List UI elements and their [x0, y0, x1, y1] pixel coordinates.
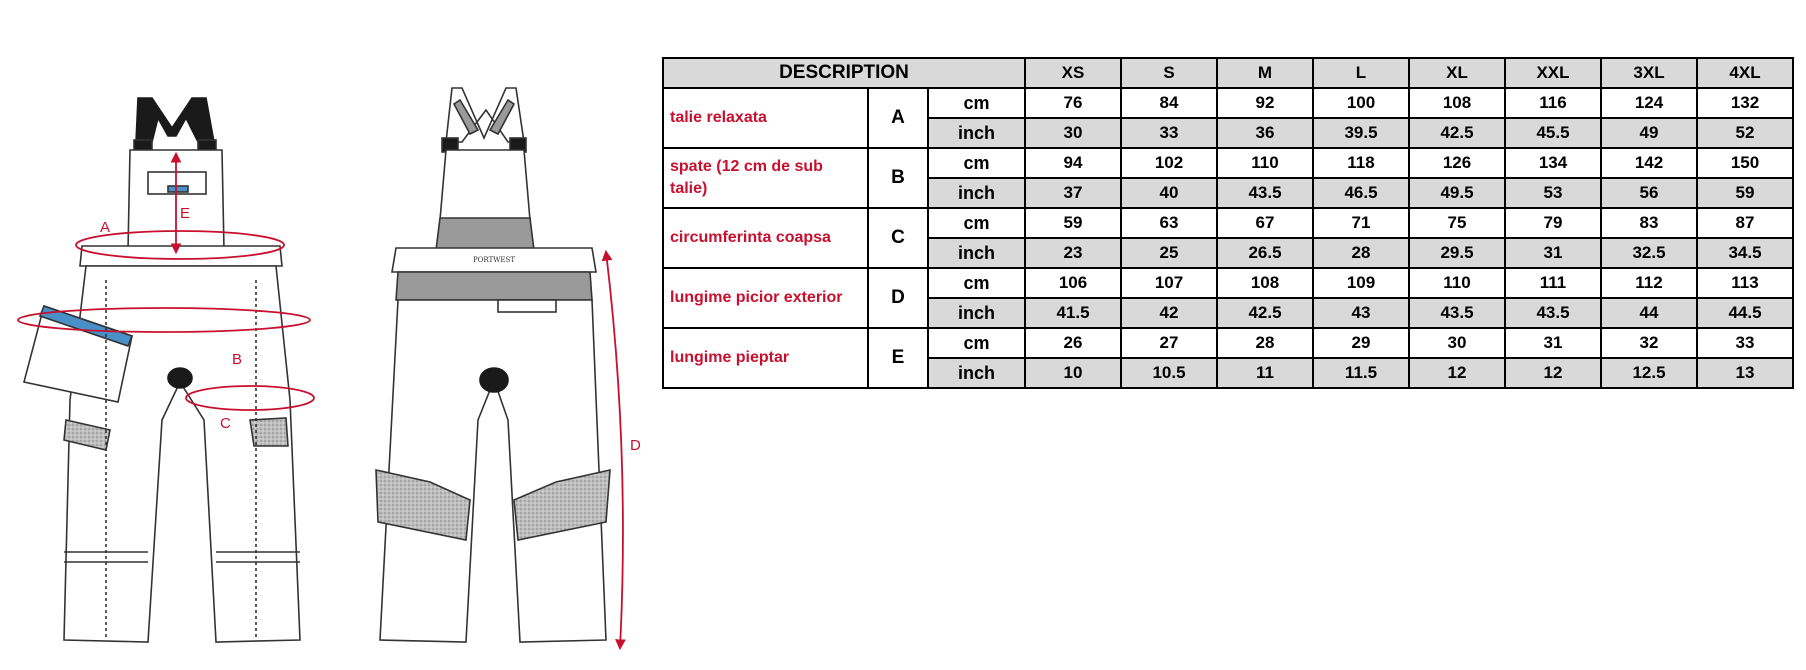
cm-value: 83 [1601, 208, 1697, 238]
cm-value: 30 [1409, 328, 1505, 358]
size-header: XL [1409, 58, 1505, 88]
unit-cm: cm [928, 88, 1025, 118]
inch-value: 11 [1217, 358, 1313, 388]
table-body [663, 88, 1793, 388]
size-header: M [1217, 58, 1313, 88]
label-e: E [180, 205, 191, 222]
inch-value: 34.5 [1697, 238, 1793, 268]
inch-value: 12.5 [1601, 358, 1697, 388]
cm-value: 27 [1121, 328, 1217, 358]
cm-value: 126 [1409, 148, 1505, 178]
inch-value: 37 [1025, 178, 1121, 208]
inch-value: 13 [1697, 358, 1793, 388]
measurement-name: spate (12 cm de sub talie) [663, 148, 868, 208]
unit-inch: inch [928, 238, 1025, 268]
unit-inch: inch [928, 298, 1025, 328]
inch-value: 32.5 [1601, 238, 1697, 268]
cm-value: 106 [1025, 268, 1121, 298]
back-straps [446, 88, 524, 142]
description-header: DESCRIPTION [663, 58, 1025, 88]
cm-value: 26 [1025, 328, 1121, 358]
size-chart-table [662, 57, 1794, 389]
inch-value: 42.5 [1409, 118, 1505, 148]
cm-value: 63 [1121, 208, 1217, 238]
cm-value: 33 [1697, 328, 1793, 358]
brand-label: PORTWEST [472, 256, 516, 264]
measurement-name: talie relaxata [663, 88, 868, 148]
inch-value: 10.5 [1121, 358, 1217, 388]
front-straps [136, 98, 214, 142]
inch-value: 23 [1025, 238, 1121, 268]
measurement-code: E [868, 328, 928, 388]
table-row [663, 208, 1793, 238]
inch-value: 44 [1601, 298, 1697, 328]
cm-value: 87 [1697, 208, 1793, 238]
inch-value: 25 [1121, 238, 1217, 268]
inch-value: 30 [1025, 118, 1121, 148]
inch-value: 29.5 [1409, 238, 1505, 268]
inch-value: 46.5 [1313, 178, 1409, 208]
cm-value: 113 [1697, 268, 1793, 298]
cm-value: 32 [1601, 328, 1697, 358]
cm-value: 142 [1601, 148, 1697, 178]
unit-cm: cm [928, 148, 1025, 178]
measurement-code: B [868, 148, 928, 208]
cm-value: 84 [1121, 88, 1217, 118]
unit-cm: cm [928, 328, 1025, 358]
cm-value: 116 [1505, 88, 1601, 118]
unit-inch: inch [928, 358, 1025, 388]
measurement-name: lungime picior exterior [663, 268, 868, 328]
cm-value: 31 [1505, 328, 1601, 358]
measurement-name: lungime pieptar [663, 328, 868, 388]
inch-value: 33 [1121, 118, 1217, 148]
inch-value: 42 [1121, 298, 1217, 328]
inch-value: 53 [1505, 178, 1601, 208]
inch-value: 59 [1697, 178, 1793, 208]
cm-value: 118 [1313, 148, 1409, 178]
garment-illustration [0, 0, 660, 670]
inch-value: 10 [1025, 358, 1121, 388]
cm-value: 108 [1409, 88, 1505, 118]
inch-value: 11.5 [1313, 358, 1409, 388]
inch-value: 12 [1409, 358, 1505, 388]
cm-value: 28 [1217, 328, 1313, 358]
header-row [663, 58, 1793, 88]
cm-value: 110 [1217, 148, 1313, 178]
inch-value: 49.5 [1409, 178, 1505, 208]
cm-value: 75 [1409, 208, 1505, 238]
size-header: S [1121, 58, 1217, 88]
cm-value: 108 [1217, 268, 1313, 298]
measurement-code: D [868, 268, 928, 328]
inch-value: 31 [1505, 238, 1601, 268]
inch-value: 39.5 [1313, 118, 1409, 148]
cm-value: 110 [1409, 268, 1505, 298]
inch-value: 49 [1601, 118, 1697, 148]
front-view [24, 98, 300, 642]
unit-inch: inch [928, 118, 1025, 148]
cm-value: 134 [1505, 148, 1601, 178]
size-header: 4XL [1697, 58, 1793, 88]
cm-value: 102 [1121, 148, 1217, 178]
cm-value: 100 [1313, 88, 1409, 118]
table-row [663, 328, 1793, 358]
inch-value: 45.5 [1505, 118, 1601, 148]
size-header: XXL [1505, 58, 1601, 88]
cm-value: 67 [1217, 208, 1313, 238]
cm-value: 150 [1697, 148, 1793, 178]
cm-value: 92 [1217, 88, 1313, 118]
inch-value: 42.5 [1217, 298, 1313, 328]
cm-value: 124 [1601, 88, 1697, 118]
cm-value: 76 [1025, 88, 1121, 118]
size-header: XS [1025, 58, 1121, 88]
cm-value: 107 [1121, 268, 1217, 298]
cm-value: 79 [1505, 208, 1601, 238]
inch-value: 43.5 [1409, 298, 1505, 328]
label-d: D [630, 437, 641, 454]
measurement-code: C [868, 208, 928, 268]
size-header: 3XL [1601, 58, 1697, 88]
cm-value: 132 [1697, 88, 1793, 118]
cm-value: 109 [1313, 268, 1409, 298]
back-view [376, 88, 610, 642]
cm-value: 94 [1025, 148, 1121, 178]
cm-value: 71 [1313, 208, 1409, 238]
unit-cm: cm [928, 208, 1025, 238]
inch-value: 40 [1121, 178, 1217, 208]
cm-value: 111 [1505, 268, 1601, 298]
cm-value: 112 [1601, 268, 1697, 298]
inch-value: 56 [1601, 178, 1697, 208]
table-row [663, 268, 1793, 298]
measure-d-curve [606, 252, 623, 648]
inch-value: 43 [1313, 298, 1409, 328]
inch-value: 43.5 [1505, 298, 1601, 328]
inch-value: 44.5 [1697, 298, 1793, 328]
inch-value: 41.5 [1025, 298, 1121, 328]
inch-value: 36 [1217, 118, 1313, 148]
measurement-code: A [868, 88, 928, 148]
measurement-name: circumferinta coapsa [663, 208, 868, 268]
label-c: C [220, 415, 231, 432]
label-b: B [232, 351, 243, 368]
cm-value: 59 [1025, 208, 1121, 238]
inch-value: 43.5 [1217, 178, 1313, 208]
unit-inch: inch [928, 178, 1025, 208]
table-row [663, 88, 1793, 118]
inch-value: 28 [1313, 238, 1409, 268]
inch-value: 12 [1505, 358, 1601, 388]
cm-value: 29 [1313, 328, 1409, 358]
size-header: L [1313, 58, 1409, 88]
unit-cm: cm [928, 268, 1025, 298]
table-row [663, 148, 1793, 178]
inch-value: 26.5 [1217, 238, 1313, 268]
inch-value: 52 [1697, 118, 1793, 148]
label-a: A [100, 219, 111, 236]
